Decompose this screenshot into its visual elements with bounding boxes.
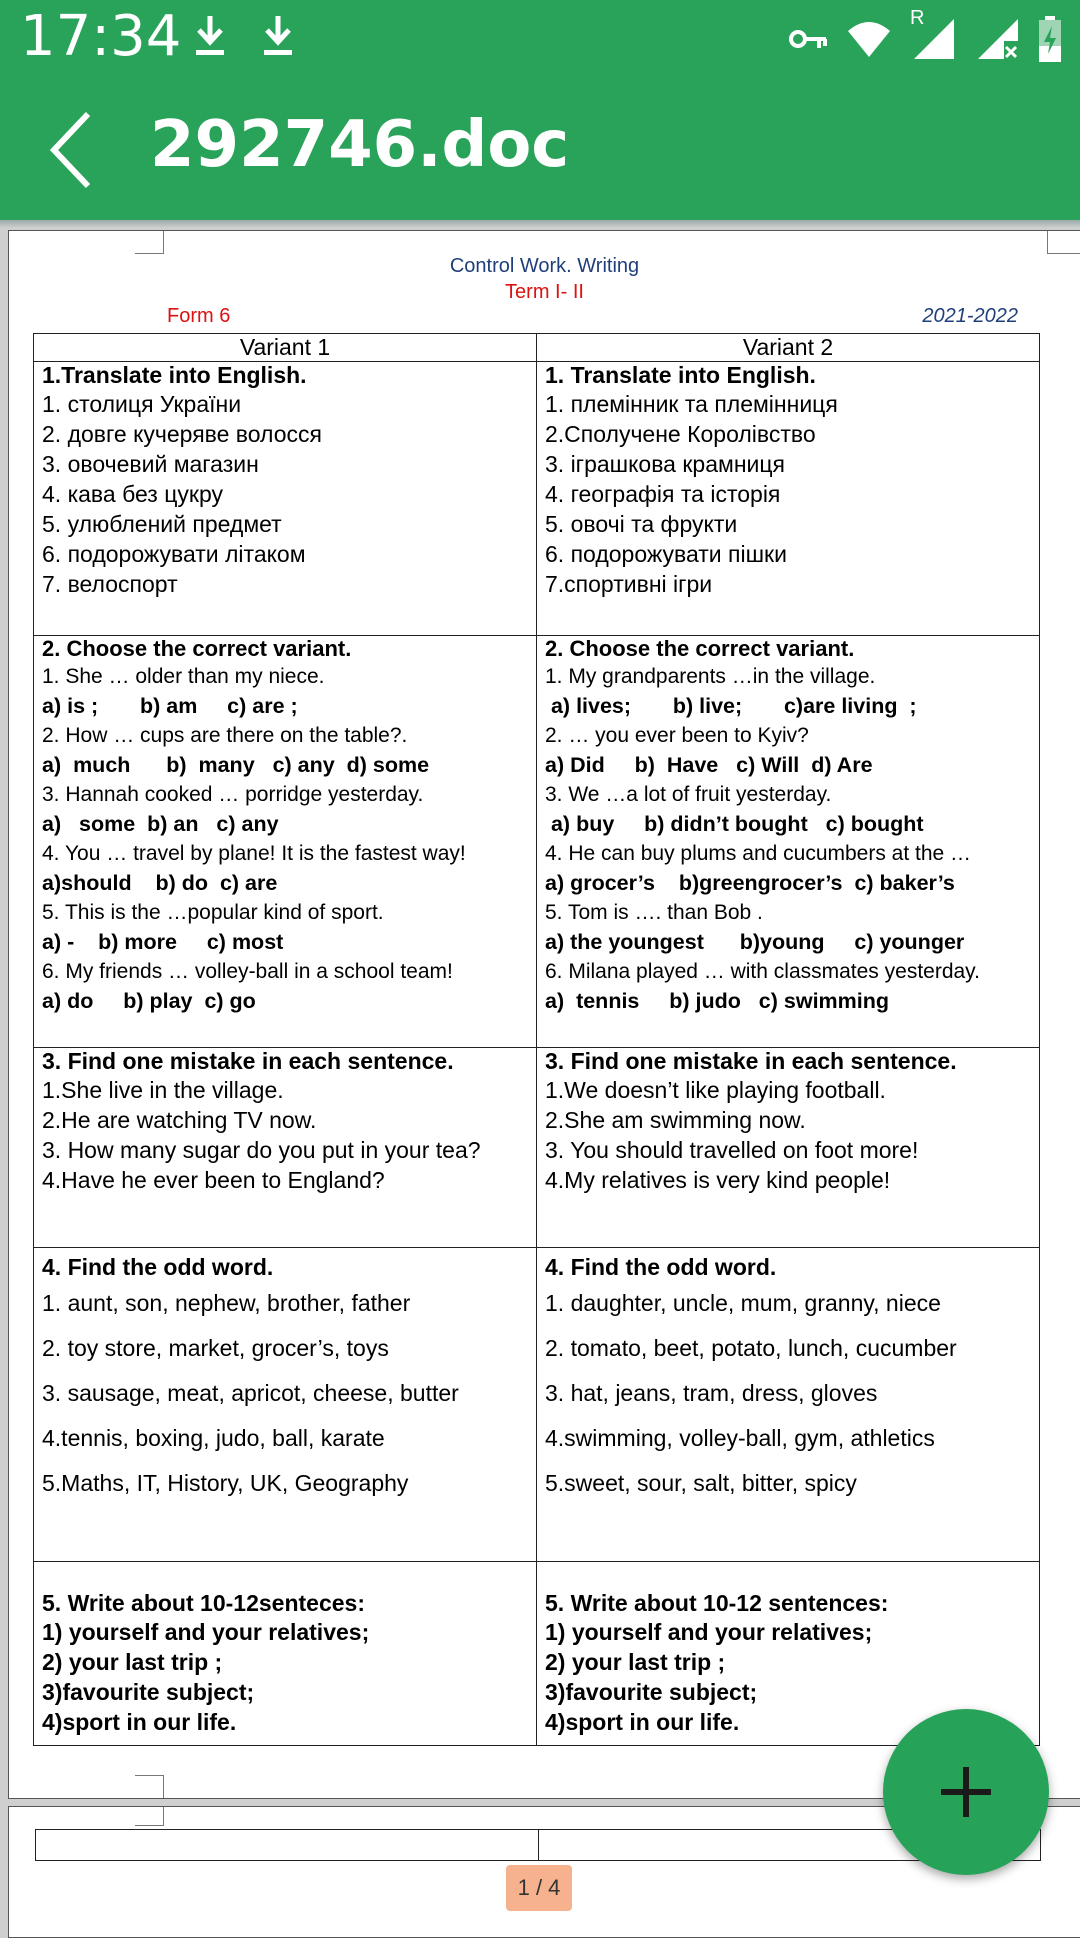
s4-v2-cell [537, 1248, 1040, 1562]
s3-v1-cell [34, 1048, 537, 1248]
signal-roaming-icon [910, 7, 956, 61]
list-item: 1.We doesn’t like playing football. [545, 1077, 886, 1103]
list-item: 2) your last trip ; [42, 1649, 223, 1675]
list-item: 3)favourite subject; [545, 1679, 758, 1705]
app-bar [0, 80, 1080, 220]
section-title: 1.Translate into English. [42, 362, 307, 388]
table-row-section-4 [34, 1248, 1040, 1562]
doc-year: 2021-2022 [922, 305, 1018, 327]
page2-table [35, 1829, 1041, 1861]
s4-v1-cell [34, 1248, 537, 1562]
section-title: 5. Write about 10-12senteces: [42, 1590, 365, 1616]
doc-form: Form 6 [167, 305, 231, 327]
answer-options: a) Did b) Have c) Will d) Are [545, 752, 873, 777]
list-item: 2.Сполучене Королівство [545, 421, 816, 447]
question-line: 4. He can buy plums and cucumbers at the … [545, 842, 972, 865]
question-line: 2. … you ever been to Kyiv? [545, 724, 809, 747]
list-item: 3. How many sugar do you put in your tea? [42, 1137, 481, 1163]
list-item: 5. улюблений предмет [42, 511, 282, 537]
doc-heading: Control Work. Writing [449, 255, 640, 277]
wifi-icon [846, 19, 892, 59]
s2-v2-cell [537, 636, 1040, 1048]
table-row-section-2 [34, 636, 1040, 1048]
page-margin-corner [135, 231, 164, 254]
doc-term: Term I- II [505, 281, 584, 303]
answer-options: a) lives; b) live; c)are living ; [545, 693, 917, 718]
answer-options: a) the youngest b)young c) younger [545, 929, 965, 954]
list-item: 4. географія та історія [545, 481, 781, 507]
question-line: 3. We …a lot of fruit yesterday. [545, 783, 832, 806]
list-item: 3. sausage, meat, apricot, cheese, butter [42, 1380, 459, 1406]
question-line: 5. This is the …popular kind of sport. [42, 901, 384, 924]
list-item: 4.swimming, volley-ball, gym, athletics [545, 1425, 935, 1451]
answer-options: a) - b) more c) most [42, 929, 284, 954]
list-item: 1.She live in the village. [42, 1077, 284, 1103]
page-margin-corner [135, 1775, 164, 1798]
answer-options: a) much b) many c) any d) some [42, 752, 430, 777]
list-item: 2. tomato, beet, potato, lunch, cucumber [545, 1335, 957, 1361]
s1-v2-cell [537, 362, 1040, 636]
table-header-row [34, 334, 1040, 362]
back-arrow-icon[interactable] [46, 110, 96, 190]
list-item: 6. подорожувати літаком [42, 541, 306, 567]
page-margin-corner [1047, 231, 1080, 254]
appbar-shadow [0, 220, 1080, 228]
list-item: 4.tennis, boxing, judo, ball, karate [42, 1425, 385, 1451]
battery-charging-icon [1038, 16, 1062, 62]
list-item: 4. кава без цукру [42, 481, 223, 507]
section-title: 4. Find the odd word. [545, 1254, 777, 1280]
question-line: 1. My grandparents …in the village. [545, 665, 876, 688]
answer-options: a) tennis b) judo c) swimming [545, 988, 890, 1013]
question-line: 6. Milana played … with classmates yesterday. [545, 960, 980, 983]
download-icon [258, 12, 298, 62]
list-item: 1. aunt, son, nephew, brother, father [42, 1290, 411, 1316]
list-item: 2) your last trip ; [545, 1649, 726, 1675]
question-line: 3. Hannah cooked … porridge yesterday. [42, 783, 424, 806]
list-item: 3. hat, jeans, tram, dress, gloves [545, 1380, 878, 1406]
document-page[interactable] [8, 230, 1080, 1799]
roaming-indicator: R [910, 7, 925, 29]
answer-options: a) some b) an c) any [42, 811, 279, 836]
section-title: 5. Write about 10-12 sentences: [545, 1590, 889, 1616]
question-line: 4. You … travel by plane! It is the fastest way! [42, 842, 466, 865]
list-item: 5.sweet, sour, salt, bitter, spicy [545, 1470, 857, 1496]
s2-v1-cell [34, 636, 537, 1048]
question-line: 2. How … cups are there on the table?. [42, 724, 408, 747]
answer-options: a)should b) do c) are [42, 870, 278, 895]
table-row [36, 1830, 1041, 1861]
section-title: 3. Find one mistake in each sentence. [545, 1048, 957, 1074]
list-item: 6. подорожувати пішки [545, 541, 787, 567]
add-fab-button[interactable] [883, 1709, 1049, 1875]
list-item: 1. daughter, uncle, mum, granny, niece [545, 1290, 941, 1316]
status-bar [0, 0, 1080, 80]
list-item: 2.He are watching TV now. [42, 1107, 317, 1133]
variant-1-header: Variant 1 [34, 334, 537, 362]
table-row-section-3 [34, 1048, 1040, 1248]
answer-options: a) do b) play c) go [42, 988, 256, 1013]
section-title: 2. Choose the correct variant. [545, 636, 855, 661]
list-item: 1. столиця України [42, 391, 242, 417]
s3-v2-cell [537, 1048, 1040, 1248]
list-item: 4.My relatives is very kind people! [545, 1167, 891, 1193]
list-item: 2. довге кучеряве волосся [42, 421, 322, 447]
signal-no-data-icon [974, 17, 1020, 61]
list-item: 7.спортивні ігри [545, 571, 713, 597]
answer-options: a) buy b) didn’t bought c) bought [545, 811, 924, 836]
answer-options: a) is ; b) am c) are ; [42, 693, 298, 718]
question-line: 5. Tom is …. than Bob . [545, 901, 763, 924]
list-item: 2. toy store, market, grocer’s, toys [42, 1335, 389, 1361]
list-item: 3. іграшкова крамниця [545, 451, 785, 477]
section-title: 4. Find the odd word. [42, 1254, 274, 1280]
section-title: 3. Find one mistake in each sentence. [42, 1048, 454, 1074]
answer-options: a) grocer’s b)greengrocer’s c) baker’s [545, 870, 955, 895]
vpn-key-icon [788, 24, 828, 54]
list-item: 7. велоспорт [42, 571, 178, 597]
s5-v1-cell [34, 1562, 537, 1746]
list-item: 3. You should travelled on foot more! [545, 1137, 919, 1163]
document-title: 292746.doc [150, 108, 570, 182]
question-line: 6. My friends … volley-ball in a school team! [42, 960, 453, 983]
list-item: 4.Have he ever been to England? [42, 1167, 385, 1193]
table-row-section-5 [34, 1562, 1040, 1746]
variant-2-header: Variant 2 [537, 334, 1040, 362]
s1-v1-cell [34, 362, 537, 636]
download-icon [190, 12, 230, 62]
page-margin-corner [135, 1807, 164, 1826]
list-item: 3)favourite subject; [42, 1679, 255, 1705]
question-line: 1. She … older than my niece. [42, 665, 325, 688]
list-item: 1) yourself and your relatives; [545, 1619, 873, 1645]
list-item: 5.Maths, IT, History, UK, Geography [42, 1470, 409, 1496]
list-item: 1. племінник та племінниця [545, 391, 838, 417]
list-item: 4)sport in our life. [545, 1709, 740, 1735]
list-item: 4)sport in our life. [42, 1709, 237, 1735]
section-title: 1. Translate into English. [545, 362, 816, 388]
status-time: 17:34 [20, 4, 182, 69]
page-indicator: 1 / 4 [506, 1865, 572, 1911]
table-row-section-1 [34, 362, 1040, 636]
list-item: 2.She am swimming now. [545, 1107, 806, 1133]
list-item: 1) yourself and your relatives; [42, 1619, 370, 1645]
list-item: 5. овочі та фрукти [545, 511, 738, 537]
table-cell [36, 1830, 539, 1861]
variants-table [33, 333, 1040, 1746]
section-title: 2. Choose the correct variant. [42, 636, 352, 661]
list-item: 3. овочевий магазин [42, 451, 259, 477]
